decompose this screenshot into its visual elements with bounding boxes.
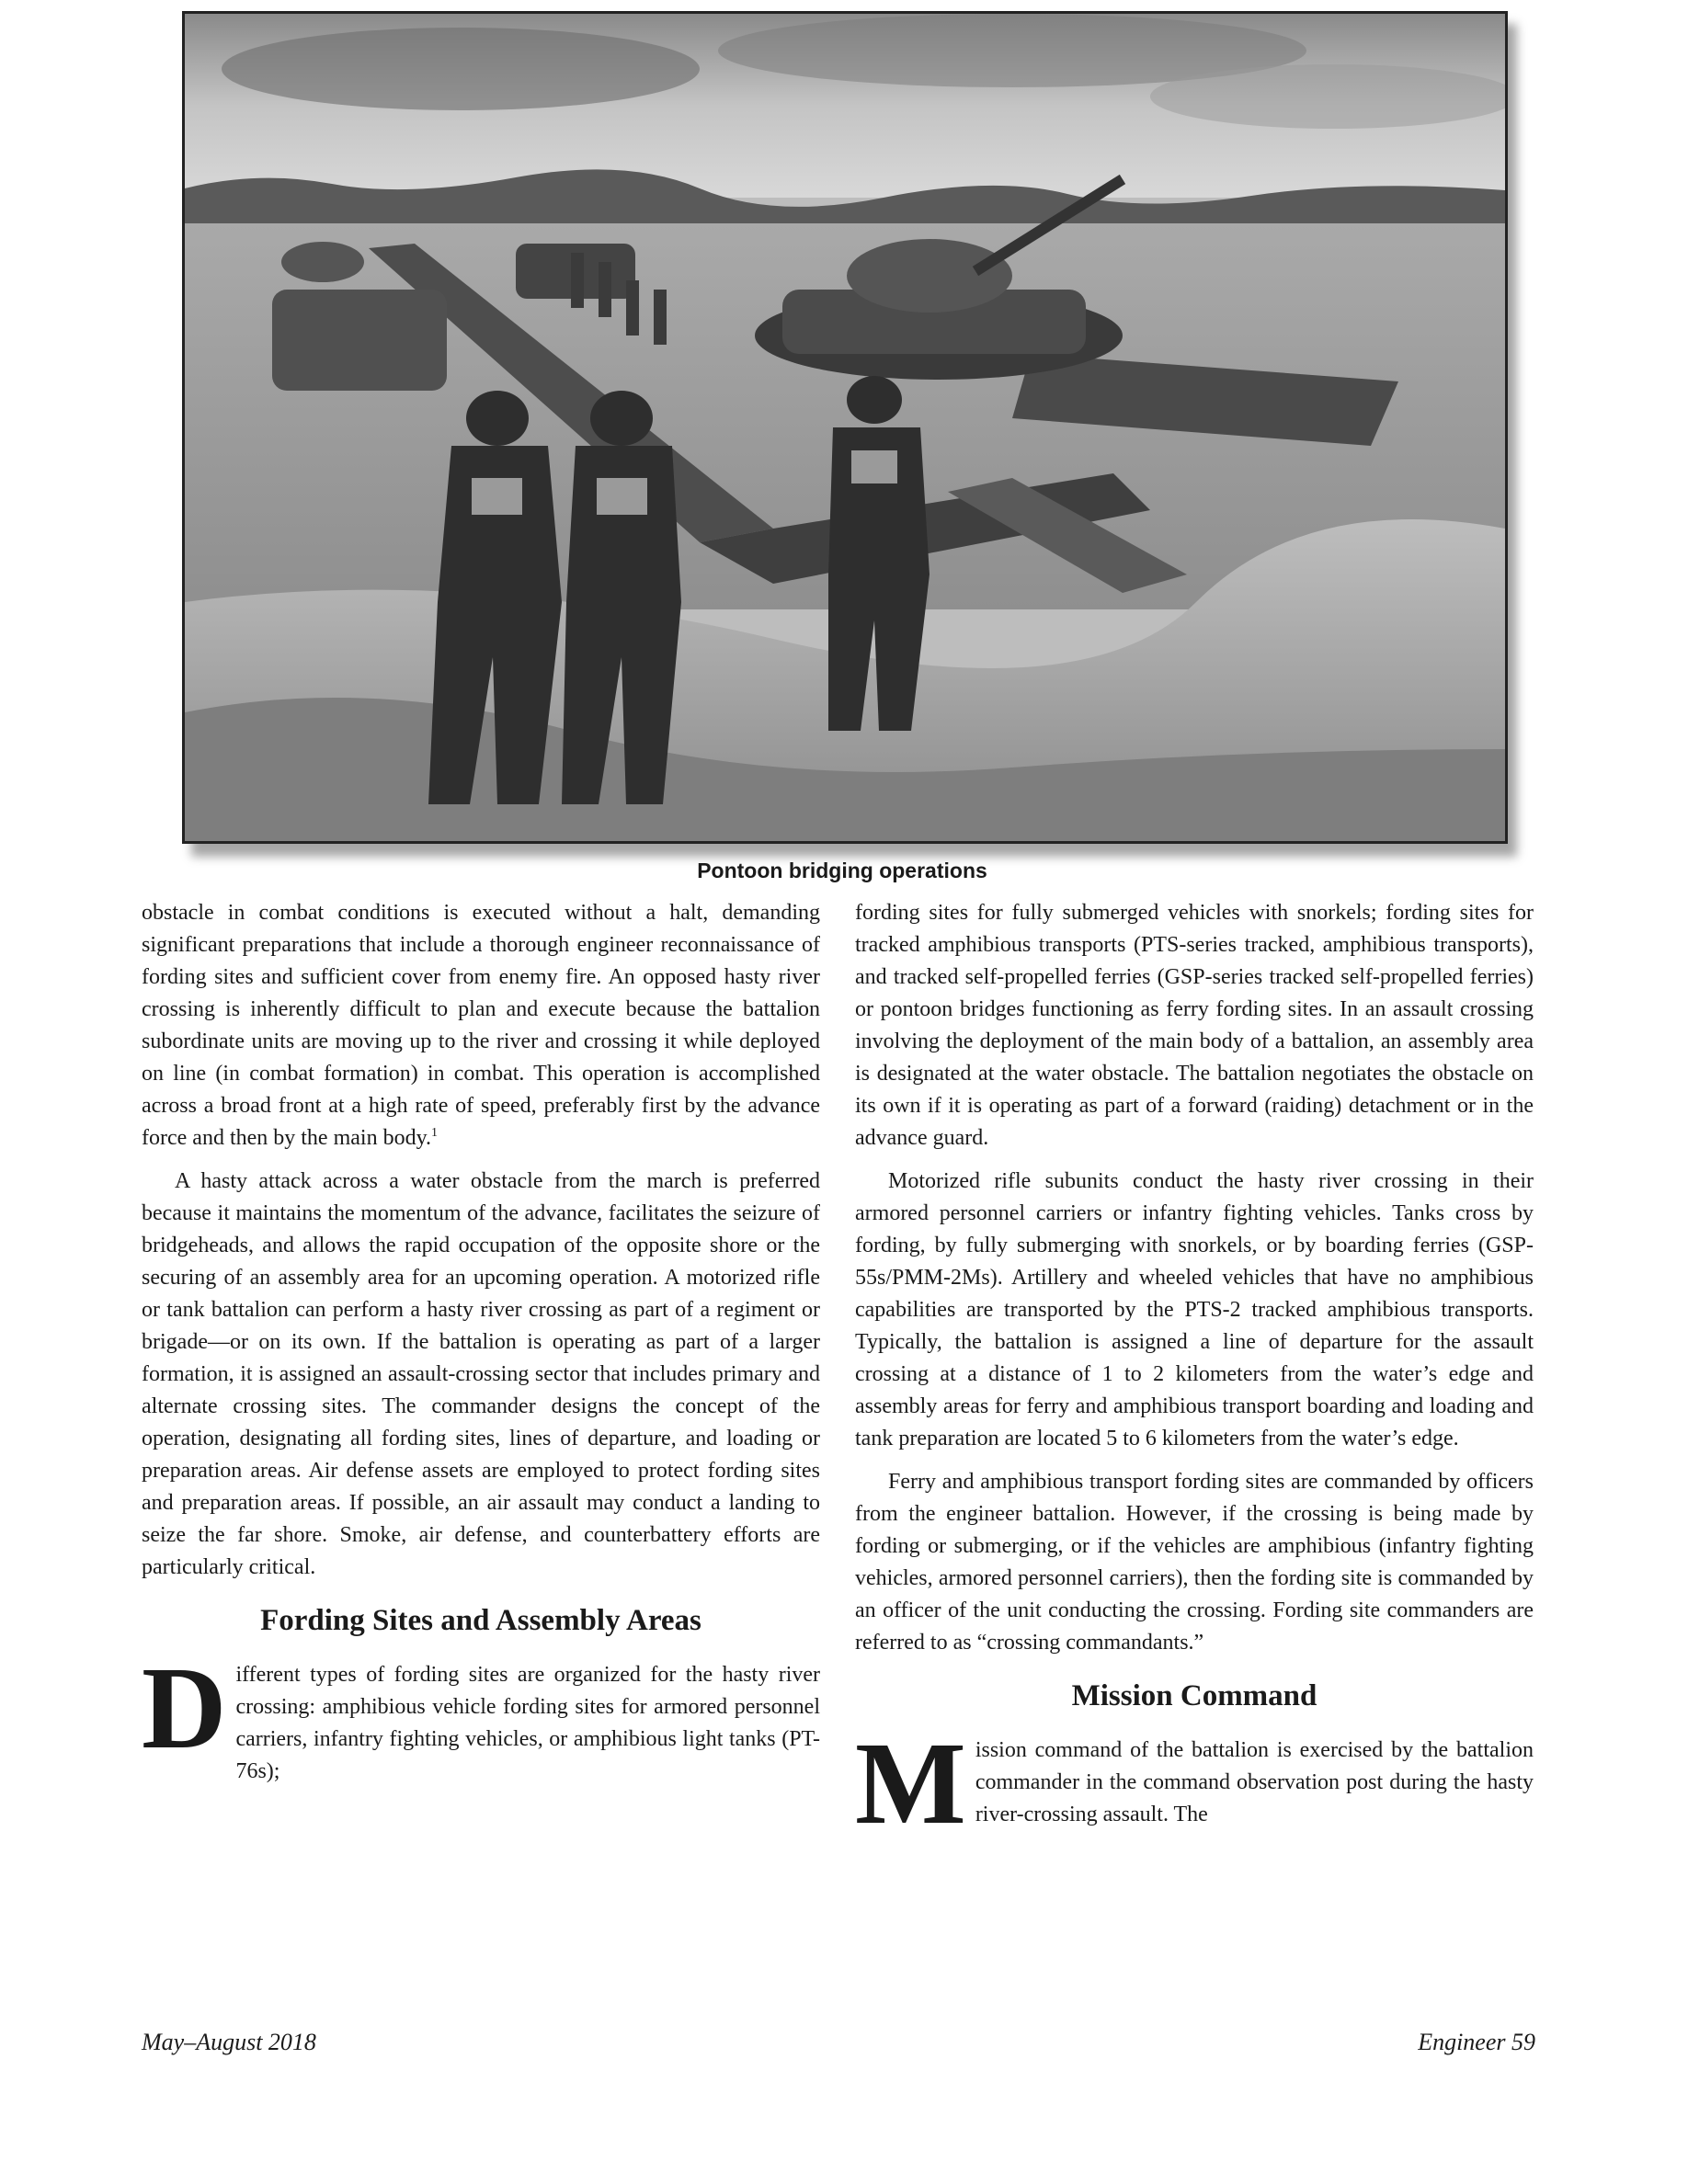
paragraph: A hasty attack across a water obstacle from the march is preferred because it maintains the momentum of the advance, facilitates the seizure of bridgeheads, and allows the rapid occupation of the opposite shore or the securing of an assembly area for an upcoming operation. A motorized rifle or tank battalion can perform a hasty river crossing as part of a regiment or brigade—or on its own. If the battalion is operating as part of a larger formation, it is assigned an assault-crossing sector that includes primary and alternate crossing sites. The commander designs the concept of the operation, designating all fording sites, lines of departure, and loading or preparation areas. Air defense assets are employed to protect fording sites and preparation areas. If possible, an air assault may conduct a landing to seize the far shore. Smoke, air defense, and counterbattery efforts are particularly critical. xyxy=(142,1169,820,1579)
right-column xyxy=(855,897,1534,1848)
photo-caption: Pontoon bridging operations xyxy=(697,859,987,882)
paragraph: fording sites for fully submerged vehicles with snorkels; fording sites for tracked amphibious transports (PTS-series tracked, amphibious transports), and tracked self-propelled ferries (GSP-series tracked self-propelled ferries) or pontoon bridges functioning as ferry fording sites. In an assault crossing involving the deployment of the main body of a battalion, an assembly area is designated at the water obstacle. The battalion negotiates the obstacle on its own if it is operating as part of a forward (raiding) detachment or in the advance guard. xyxy=(855,901,1534,1150)
drop-cap: M xyxy=(855,1718,966,1848)
paragraph: obstacle in combat conditions is executed without a halt, demanding significant preparations that include a thorough engineer reconnaissance of fording sites and sufficient cover from enemy fire. An opposed hasty river crossing is inherently difficult to plan and execute because the battalion subordinate units are moving up to the river and crossing it while deployed on line (in combat formation) in combat. This operation is accomplished across a broad front at a high rate of speed, preferably first by the advance force and then by the main body.$^1$ xyxy=(142,901,820,1150)
paragraph: Motorized rifle subunits conduct the hasty river crossing in their armored personnel carriers or infantry fighting vehicles. Tanks cross by fording, by fully submerging with snorkels, or by boarding ferries (GSP-55s/PMM-2Ms). Artillery and wheeled vehicles that have no amphibious capabilities are transported by the PTS-2 tracked amphibious transports. Typically, the battalion is assigned a line of departure for the assault crossing at a distance of 1 to 2 kilometers from the water’s edge and assembly areas for ferry and amphibious transport boarding and loading and tank preparation are located 5 to 6 kilometers from the water’s edge. xyxy=(855,1169,1534,1450)
photo-pontoon-bridging xyxy=(182,11,1508,844)
footnote-marker: 1 xyxy=(431,1126,439,1140)
photo-icon xyxy=(185,14,1505,841)
paragraph: Ferry and amphibious transport fording sites are commanded by officers from the engineer battalion. However, if the crossing is being made by fording or submerging, or if the vehicles are amphibious (infantry fighting vehicles, armored personnel carriers), then the fording site is commanded by an officer of the unit conducting the crossing. Fording site commanders are referred to as “crossing commandants.” xyxy=(855,1470,1534,1655)
footer-page-number: Engineer 59 xyxy=(1418,2029,1535,2055)
drop-cap: D xyxy=(142,1643,227,1773)
section-heading-mission-command: Mission Command xyxy=(1071,1679,1317,1712)
paragraph-with-dropcap: Different types of fording sites are organized for the hasty river crossing: amphibious vehicle fording sites for armored personnel carriers, infantry fighting vehicles, or amphibious light tanks (PT-76s); xyxy=(142,1643,820,1783)
paragraph-with-dropcap: Mission command of the battalion is exercised by the battalion commander in the command observation post during the hasty river-crossing assault. The xyxy=(855,1718,1534,1848)
footer-date: May–August 2018 xyxy=(142,2029,316,2055)
section-heading-fording-sites: Fording Sites and Assembly Areas xyxy=(260,1604,701,1637)
left-column xyxy=(142,897,820,1788)
